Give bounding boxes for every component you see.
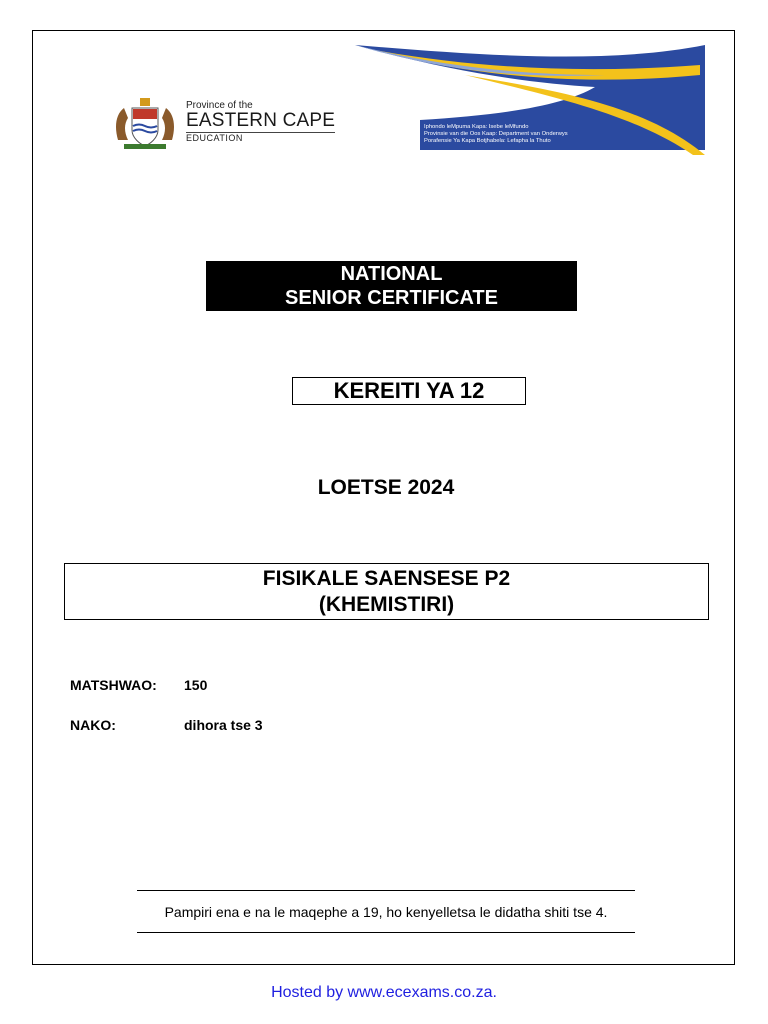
- marks-value: 150: [184, 677, 208, 693]
- department-names: [424, 124, 704, 150]
- subject-line-1: FISIKALE SAENSESE P2: [262, 567, 511, 590]
- exam-session: LOETSE 2024: [317, 476, 455, 499]
- logo-text: [186, 100, 335, 144]
- certificate-title: [206, 261, 577, 311]
- time-value: dihora tse 3: [184, 717, 263, 733]
- marks-row: [70, 677, 207, 693]
- coat-of-arms-icon: [110, 96, 180, 152]
- time-row: [70, 717, 263, 733]
- hosted-by-link[interactable]: Hosted by www.ecexams.co.za.: [271, 984, 497, 1001]
- region-name: EASTERN CAPE: [186, 110, 336, 131]
- dept-line-sesotho: Porafensie Ya Kapa Botjhabela: Lefapha la Thuto: [424, 138, 551, 144]
- grade-label: KEREITI YA 12: [292, 377, 526, 405]
- dept-line-xhosa: Iphondo leMpuma Kapa: Isebe leMfundo: [424, 124, 529, 130]
- certificate-line-1: NATIONAL: [340, 263, 443, 285]
- dept-line-afrikaans: Provinsie van die Oos Kaap: Department van Onderwys: [424, 131, 568, 137]
- department-label: EDUCATION: [186, 132, 335, 144]
- province-label: Province of the: [186, 100, 253, 111]
- time-label: NAKO:: [70, 717, 116, 733]
- province-logo: [110, 96, 350, 152]
- marks-label: MATSHWAO:: [70, 677, 157, 693]
- certificate-line-2: SENIOR CERTIFICATE: [285, 287, 498, 309]
- subject-line-2: (KHEMISTIRI): [318, 593, 455, 616]
- subject-title: [64, 563, 709, 620]
- page-count-note: Pampiri ena e na le maqephe a 19, ho kenyelletsa le didatha shiti tse 4.: [137, 890, 635, 933]
